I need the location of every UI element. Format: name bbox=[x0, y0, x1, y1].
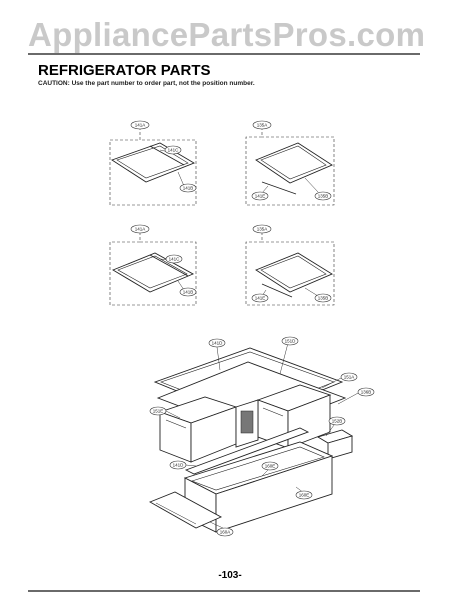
page-number: -103- bbox=[218, 570, 242, 581]
svg-text:141E: 141E bbox=[254, 193, 266, 199]
callout-141c-middle bbox=[166, 255, 182, 263]
callout-151d bbox=[282, 337, 298, 345]
callout-141d-cover bbox=[209, 339, 225, 347]
svg-text:135B: 135B bbox=[317, 193, 329, 199]
svg-text:160A: 160A bbox=[219, 529, 231, 535]
callout-141e-middle bbox=[252, 294, 268, 302]
callout-141e-top bbox=[252, 192, 268, 200]
svg-text:141B: 141B bbox=[182, 289, 194, 295]
svg-text:141E: 141E bbox=[254, 295, 266, 301]
svg-text:151A: 151A bbox=[343, 374, 355, 380]
callout-151e bbox=[150, 407, 166, 415]
svg-text:135A: 135A bbox=[256, 122, 268, 128]
svg-text:141C: 141C bbox=[167, 147, 179, 153]
caution-note: CAUTION: Use the part number to order part, not the position number. bbox=[38, 80, 255, 87]
svg-text:135B: 135B bbox=[317, 295, 329, 301]
callout-135b-middle bbox=[315, 294, 331, 302]
callout-160a bbox=[217, 528, 233, 536]
callout-141c-top bbox=[165, 146, 181, 154]
callout-135a-top bbox=[253, 121, 271, 129]
callout-160e-drawer bbox=[296, 491, 312, 499]
callout-141b-middle bbox=[180, 288, 196, 296]
svg-text:151D: 151D bbox=[284, 338, 296, 344]
svg-text:152B: 152B bbox=[331, 418, 343, 424]
shelf-assembly-top-left bbox=[110, 127, 196, 205]
svg-text:160E: 160E bbox=[298, 492, 310, 498]
callout-136b bbox=[358, 388, 374, 396]
svg-text:141C: 141C bbox=[168, 256, 180, 262]
svg-text:136B: 136B bbox=[360, 389, 372, 395]
svg-text:160E: 160E bbox=[264, 463, 276, 469]
svg-text:141A: 141A bbox=[134, 226, 146, 232]
svg-text:141D: 141D bbox=[172, 462, 184, 468]
callout-141a-middle bbox=[131, 225, 149, 233]
callout-151a bbox=[341, 373, 357, 381]
svg-text:151E: 151E bbox=[152, 408, 164, 414]
callout-152b bbox=[329, 417, 345, 425]
callout-135a-middle bbox=[253, 225, 271, 233]
svg-text:141A: 141A bbox=[134, 122, 146, 128]
callout-160e-rail bbox=[262, 462, 278, 470]
page-title: REFRIGERATOR PARTS bbox=[38, 62, 211, 79]
callout-141d-drawer bbox=[170, 461, 186, 469]
svg-text:141B: 141B bbox=[182, 185, 194, 191]
svg-text:141D: 141D bbox=[211, 340, 223, 346]
callout-141a-top bbox=[131, 121, 149, 129]
svg-text:135A: 135A bbox=[256, 226, 268, 232]
callout-141b-top bbox=[180, 184, 196, 192]
callout-135b-top bbox=[315, 192, 331, 200]
watermark: AppliancePartsPros.com bbox=[28, 16, 426, 53]
